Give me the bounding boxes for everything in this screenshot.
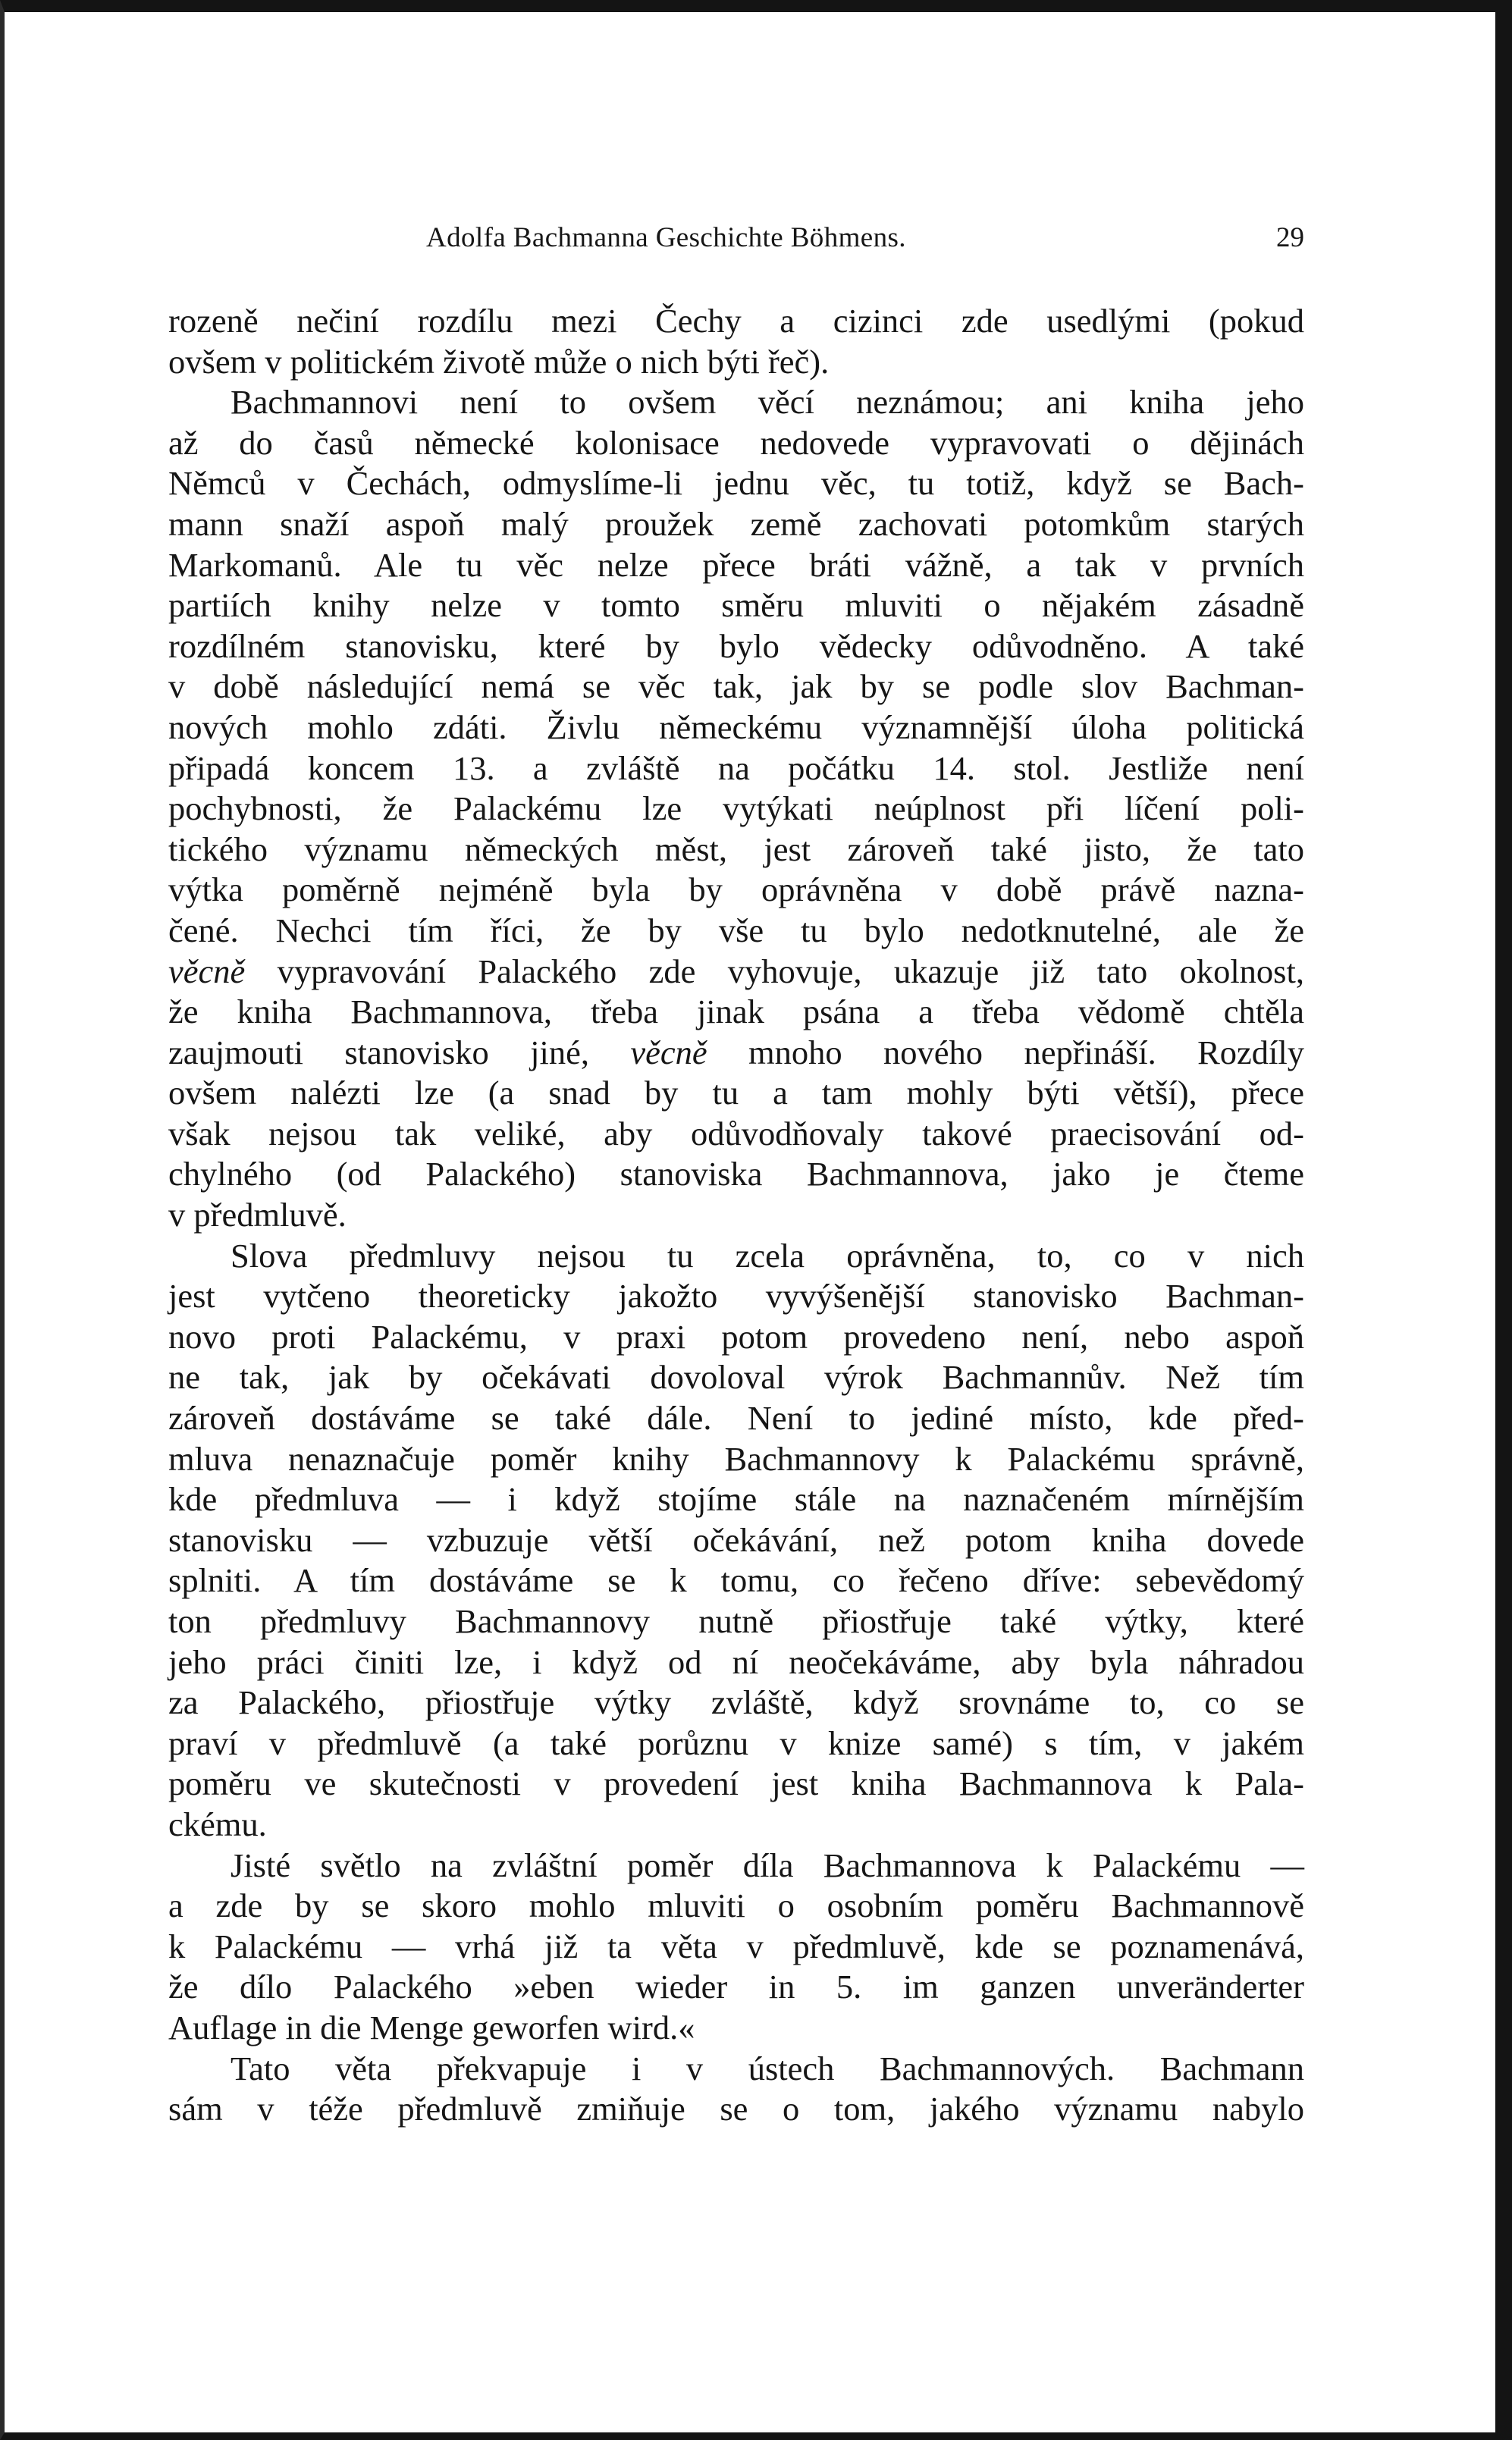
text-line: čené. Nechci tím říci, že by vše tu bylo nedotknutelné, ale že xyxy=(168,911,1304,949)
text-line: rozeně nečiní rozdílu mezi Čechy a cizinci zde usedlými (pokud xyxy=(168,302,1304,340)
emphasis: věcně xyxy=(168,952,246,990)
text-line: zároveň dostáváme se také dále. Není to jediné místo, kde před- xyxy=(168,1399,1304,1438)
text-line: až do časů německé kolonisace nedovede vypravovati o dějinách xyxy=(168,423,1304,462)
text-line: připadá koncem 13. a zvláště na počátku 14. stol. Jestliže není xyxy=(168,748,1304,787)
text-line: nových mohlo zdáti. Živlu německému významnější úloha politická xyxy=(168,707,1304,746)
text-line: ne tak, jak by očekávati dovoloval výrok Bachmannův. Než tím xyxy=(168,1358,1304,1397)
text-line: jest vytčeno theoreticky jakožto vyvýšenější stanovisko Bachman- xyxy=(168,1277,1304,1316)
text-line: v předmluvě. xyxy=(168,1196,347,1234)
text-line: kde předmluva — i když stojíme stále na naznačeném mírnějším xyxy=(168,1480,1304,1519)
text-line: chylného (od Palackého) stanoviska Bachmannova, jako je čteme xyxy=(168,1155,1304,1193)
text-line: mluva nenaznačuje poměr knihy Bachmannovy k Palackému správně, xyxy=(168,1439,1304,1478)
text-line: stanovisku — vzbuzuje větší očekávání, než potom kniha dovede xyxy=(168,1520,1304,1559)
text-line: že dílo Palackého »eben wieder in 5. im ganzen unveränderter xyxy=(168,1968,1304,2006)
text-line: Němců v Čechách, odmyslíme-li jednu věc, tu totiž, když se Bach- xyxy=(168,464,1304,503)
text-line: výtka poměrně nejméně byla by oprávněna v době právě nazna- xyxy=(168,870,1304,909)
text-line: Tato věta překvapuje i v ústech Bachmannových. Bachmann xyxy=(231,2049,1304,2087)
text-line: jeho práci činiti lze, i když od ní neočekáváme, aby byla náhradou xyxy=(168,1642,1304,1681)
page-header xyxy=(168,215,1304,261)
text-line: praví v předmluvě (a také porůznu v knize samé) s tím, v jakém xyxy=(168,1723,1304,1762)
text-line: Markomanů. Ale tu věc nelze přece bráti vážně, a tak v prvních xyxy=(168,545,1304,584)
text-line: Bachmannovi není to ovšem věcí neznámou; ani kniha jeho xyxy=(231,383,1304,422)
text-line: věcně vypravování Palackého zde vyhovuje, ukazuje již tato okolnost, xyxy=(168,952,1304,990)
text-line: sám v téže předmluvě zmiňuje se o tom, jakého významu nabylo xyxy=(168,2090,1304,2128)
text-line: že kniha Bachmannova, třeba jinak psána a třeba vědomě chtěla xyxy=(168,993,1304,1031)
text-line: tického významu německých měst, jest zároveň také jisto, že tato xyxy=(168,830,1304,868)
text-line: za Palackého, přiostřuje výtky zvláště, když srovnáme to, co se xyxy=(168,1683,1304,1722)
body-text xyxy=(168,301,1304,2130)
text-line: novo proti Palackému, v praxi potom provedeno není, nebo aspoň xyxy=(168,1317,1304,1356)
text-line: pochybnosti, že Palackému lze vytýkati neúplnost při líčení poli- xyxy=(168,789,1304,828)
text-line: ton předmluvy Bachmannovy nutně přiostřuje také výtky, které xyxy=(168,1602,1304,1640)
text-line: splniti. A tím dostáváme se k tomu, co řečeno dříve: sebevědomý xyxy=(168,1561,1304,1600)
text-line: rozdílném stanovisku, které by bylo vědecky odůvodněno. A také xyxy=(168,626,1304,665)
text-line: však nejsou tak veliké, aby odůvodňovaly takové praecisování od- xyxy=(168,1114,1304,1153)
text-line: ckému. xyxy=(168,1805,267,1843)
text-line: Slova předmluvy nejsou tu zcela oprávněna, to, co v nich xyxy=(231,1236,1304,1275)
text-line: mann snaží aspoň malý proužek země zachovati potomkům starých xyxy=(168,504,1304,543)
text-line: poměru ve skutečnosti v provedení jest kniha Bachmannova k Pala- xyxy=(168,1764,1304,1803)
text-line: k Palackému — vrhá již ta věta v předmluvě, kde se poznamenává, xyxy=(168,1927,1304,1965)
text-line: ovšem nalézti lze (a snad by tu a tam mohly býti větší), přece xyxy=(168,1074,1304,1112)
text-line: a zde by se skoro mohlo mluviti o osobním poměru Bachmannově xyxy=(168,1886,1304,1925)
running-title: Adolfa Bachmanna Geschichte Böhmens. xyxy=(426,222,906,253)
text-line: ovšem v politickém životě může o nich býti řeč). xyxy=(168,342,830,381)
page-number: 29 xyxy=(1276,222,1304,253)
text-line: v době následující nemá se věc tak, jak by se podle slov Bachman- xyxy=(168,667,1304,706)
emphasis: věcně xyxy=(630,1033,707,1071)
text-line: Auflage in die Menge geworfen wird.« xyxy=(168,2008,695,2046)
text-line: partiích knihy nelze v tomto směru mluviti o nějakém zásadně xyxy=(168,586,1304,625)
text-line: Jisté světlo na zvláštní poměr díla Bachmannova k Palackému — xyxy=(231,1846,1304,1884)
text-line: zaujmouti stanovisko jiné, věcně mnoho nového nepřináší. Rozdíly xyxy=(168,1033,1304,1071)
